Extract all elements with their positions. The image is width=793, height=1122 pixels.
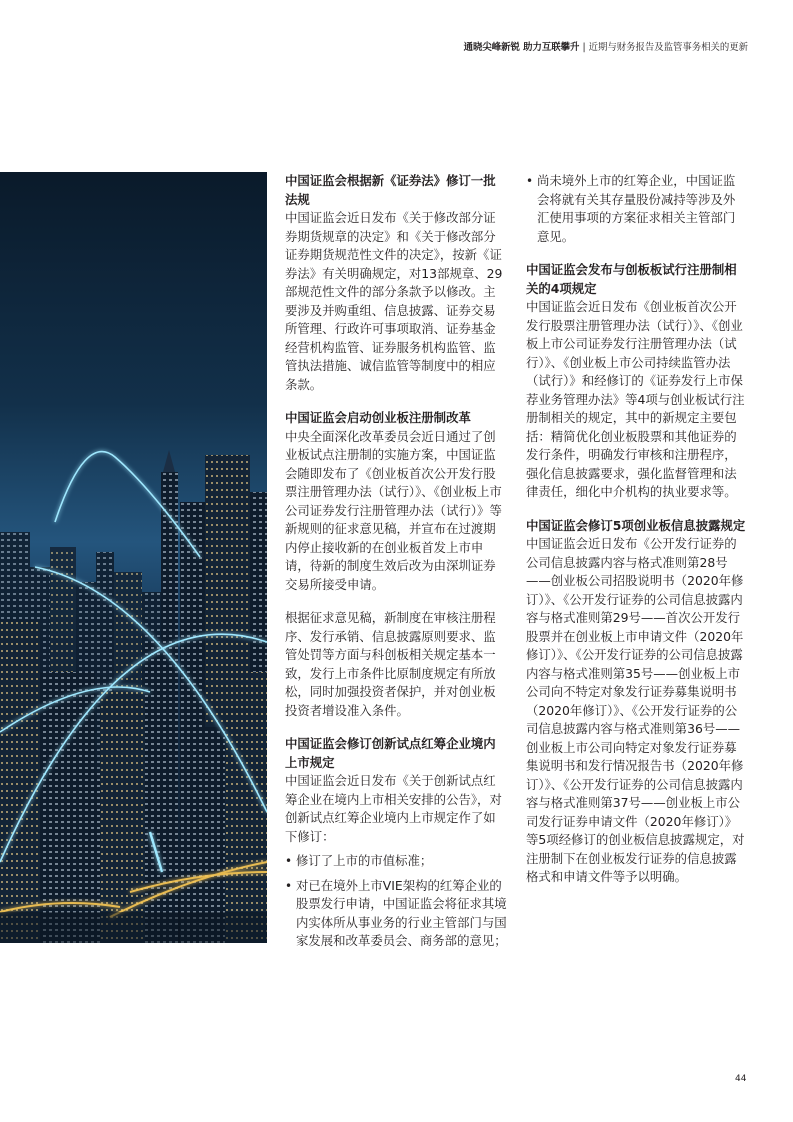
section-heading: 中国证监会修订创新试点红筹企业境内上市规定: [285, 736, 496, 770]
section-body: 根据征求意见稿，新制度在审核注册程序、发行承销、信息披露原则要求、监管处罚等方面与科创板相关规定基本一致，发行上市条件比原制度规定有所放松，同时加强投资者保护，并对创业板投资者增设准入条件。: [285, 610, 496, 718]
text-column-right: [526, 172, 746, 902]
section-body: 中国证监会近日发布《创业板首次公开发行股票注册管理办法（试行）》、《创业板上市公司证券发行注册管理办法（试行）》、《创业板上市公司持续监管办法（试行）》和经修订的《证券发行上市保荐业务管理办法》等4项与创业板试行注册制相关的规定，其中的新规定主要包括：精简优化创业板股票和其他证券的发行条件，明确发行审核和注册程序，强化信息披露要求，强化监督管理和法律责任，细化中介机构的执业要求等。: [526, 299, 745, 499]
bullet-item: • 修订了上市的市值标准；: [285, 852, 507, 871]
header-separator: |: [582, 42, 586, 53]
section-heading: 中国证监会启动创业板注册制改革: [285, 410, 471, 425]
bullet-list: [285, 852, 507, 951]
bullet-item: • 对已在境外上市VIE架构的红筹企业的股票发行申请，中国证监会将征求其境内实体所从事业务的行业主管部门与国家发展和改革委员会、商务部的意见；: [285, 877, 507, 951]
bullet-item: • 尚未境外上市的红筹企业，中国证监会将就有关其存量股份减持等涉及外汇使用事项的方案征求相关主管部门意见。: [526, 172, 746, 246]
page-number: 44: [735, 1074, 747, 1084]
section-body: 中国证监会近日发布《关于修改部分证券期货规章的决定》和《关于修改部分证券期货规范性文件的决定》，按新《证券法》有关明确规定，对13部规章、29部规范性文件的部分条款予以修改。主要涉及并购重组、信息披露、证券交易所管理、行政许可事项取消、证券基金经营机构监管、证券服务机构监管、监管执法措施、诚信监管等制度中的相应条款。: [285, 210, 503, 392]
city-night-photo: [0, 172, 267, 943]
running-header: [418, 41, 748, 54]
section-body: 中国证监会近日发布《关于创新试点红筹企业在境内上市相关安排的公告》，对创新试点红筹企业境内上市规定作了如下修订：: [285, 773, 502, 844]
city-night-illustration: [0, 172, 267, 943]
text-column-left: [285, 172, 507, 957]
section-body: 中国证监会近日发布《公开发行证券的公司信息披露内容与格式准则第28号——创业板公司招股说明书（2020年修订）》、《公开发行证券的公司信息披露内容与格式准则第29号——首次公开发行股票并在创业板上市申请文件（2020年修订）》、《公开发行证券的公司信息披露内容与格式准则第35号——创业板上市公司向不特定对象发行证券募集说明书（2020年修订）》、《公开发行证券的公司信息披露内容与格式准则第36号——创业板上市公司向特定对象发行证券募集说明书和发行情况报告书（2020年修订）》、《公开发行证券的公司信息披露内容与格式准则第37号——创业板上市公司发行证券申请文件（2020年修订）》等5项经修订的创业板信息披露规定，对注册制下在创业板发行证券的信息披露格式和申请文件等予以明确。: [526, 536, 745, 884]
header-subtitle: 近期与财务报告及监管事务相关的更新: [588, 42, 748, 53]
bullet-list: [526, 172, 746, 246]
section-heading: 中国证监会根据新《证券法》修订一批法规: [285, 173, 496, 207]
ground-shadow: [0, 912, 267, 943]
section-body: 中央全面深化改革委员会近日通过了创业板试点注册制的实施方案，中国证监会随即发布了《创业板首次公开发行股票注册管理办法（试行）》、《创业板上市公司证券发行注册管理办法（试行）》等新规则的征求意见稿，并宣布在过渡期内停止接收新的在创业板首发上市申请，待新的制度生效后改为由深圳证券交易所接受申请。: [285, 428, 502, 592]
header-title: 通晓尖峰新锐 助力互联攀升: [463, 42, 580, 53]
section-heading: 中国证监会发布与创板板试行注册制相关的4项规定: [526, 262, 737, 296]
section-heading: 中国证监会修订5项创业板信息披露规定: [526, 517, 746, 533]
